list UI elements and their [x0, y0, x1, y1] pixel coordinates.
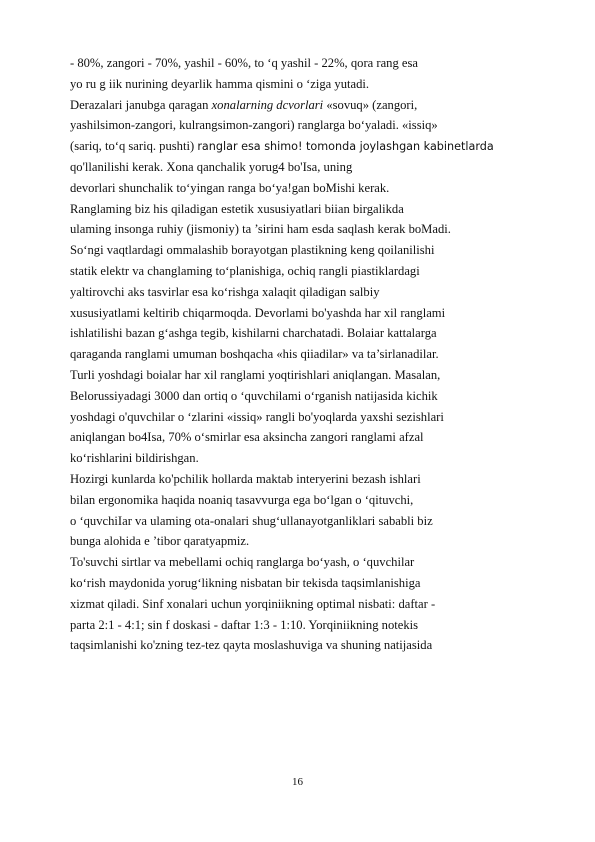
text-line: parta 2:1 - 4:1; sin f doskasi - daftar 1:3 - 1:10. Yorqiniikning notekis [70, 617, 419, 632]
text-line: - 80%, zangori - 70%, yashil - 60%, to ‘q yashil - 22%, qora rang esa [70, 56, 418, 70]
page-number: 16 [292, 776, 303, 788]
sans-phrase: ranglar esa shimo! tomonda joylashgan kabinetlarda [197, 140, 494, 154]
text-line [70, 95, 585, 116]
body-text [70, 53, 585, 656]
text-span: (sariq, to‘q sariq. pushti) [70, 139, 198, 154]
text-line: ko‘rish maydonida yorug‘likning nisbatan bir tekisda taqsimlanishiga [70, 575, 421, 590]
text-line: yo ru g iik nurining deyarlik hamma qismini o ‘ziga yutadi. [70, 76, 370, 91]
text-line: yaltirovchi aks tasvirlar esa ko‘rishga xalaqit qiladigan salbiy [70, 284, 380, 299]
text-line: ko‘rishlarini bildirishgan. [70, 451, 199, 466]
text-line: devorlari shunchalik to‘yingan ranga bo‘ya!gan boMishi kerak. [70, 180, 390, 195]
italic-phrase: xonalarning dcvorlari [211, 97, 324, 112]
text-line: Belorussiyadagi 3000 dan ortiq o ‘quvchilami o‘rganish natijasida kichik [70, 388, 438, 403]
text-line: xususiyatlami keltirib chiqarmoqda. Devorlami bo'yashda har xil ranglami [70, 305, 446, 320]
text-line: o ‘quvchiIar va ulaming ota-onalari shug‘ullanayotganliklari sababli biz [70, 513, 433, 528]
text-line: taqsimlanishi ko'zning tez-tez qayta moslashuviga va shuning natijasida [70, 638, 433, 653]
text-line: qaraganda ranglami umuman boshqacha «his qiiadilar» va ta’sirlanadilar. [70, 347, 439, 362]
text-line: statik elektr va changlaming to‘planishiga, ochiq rangli piastiklardagi [70, 263, 420, 278]
text-span: «sovuq» (zangori, [323, 97, 418, 112]
text-line: qo'llanilishi kerak. Xona qanchalik yorug4 bo'Isa, uning [70, 159, 353, 174]
text-line: aniqlangan bo4Isa, 70% o‘smirlar esa aksincha zangori ranglami afzal [70, 430, 424, 445]
text-line: ishlatilishi bazan g‘ashga tegib, kishilarni charchatadi. Bolaiar kattalarga [70, 326, 437, 341]
text-line: bunga alohida e ’tibor qaratyapmiz. [70, 534, 250, 549]
text-line: ulaming insonga ruhiy (jismoniy) ta ’sirini ham esda saqlash kerak boMadi. [70, 222, 451, 237]
text-line: yoshdagi o'quvchilar o ‘zlarini «issiq» rangli bo'yoqlarda yaxshi sezishlari [70, 409, 444, 424]
text-span: Derazalari janubga qaragan [70, 97, 212, 112]
text-line: So‘ngi vaqtlardagi ommalashib borayotgan plastikning keng qoilanilishi [70, 243, 435, 258]
text-line: To'suvchi sirtlar va mebellami ochiq ranglarga bo‘yash, o ‘quvchilar [70, 555, 415, 570]
text-line: xizmat qiladi. Sinf xonalari uchun yorqiniikning optimal nisbati: daftar - [70, 596, 436, 611]
text-line: Ranglaming biz his qiladigan estetik xususiyatlari biian birgalikda [70, 201, 404, 216]
text-line: bilan ergonomika haqida noaniq tasavvurga ega bo‘lgan o ‘qituvchi, [70, 492, 414, 507]
text-line: Hozirgi kunlarda ko'pchilik hollarda maktab interyerini bezash ishlari [70, 471, 421, 486]
text-line [70, 136, 585, 157]
text-line: Turli yoshdagi boialar har xil ranglami yoqtirishlari aniqlangan. Masalan, [70, 367, 441, 382]
text-line: yashilsimon-zangori, kulrangsimon-zangori) ranglarga bo‘yaladi. «issiq» [70, 118, 438, 133]
